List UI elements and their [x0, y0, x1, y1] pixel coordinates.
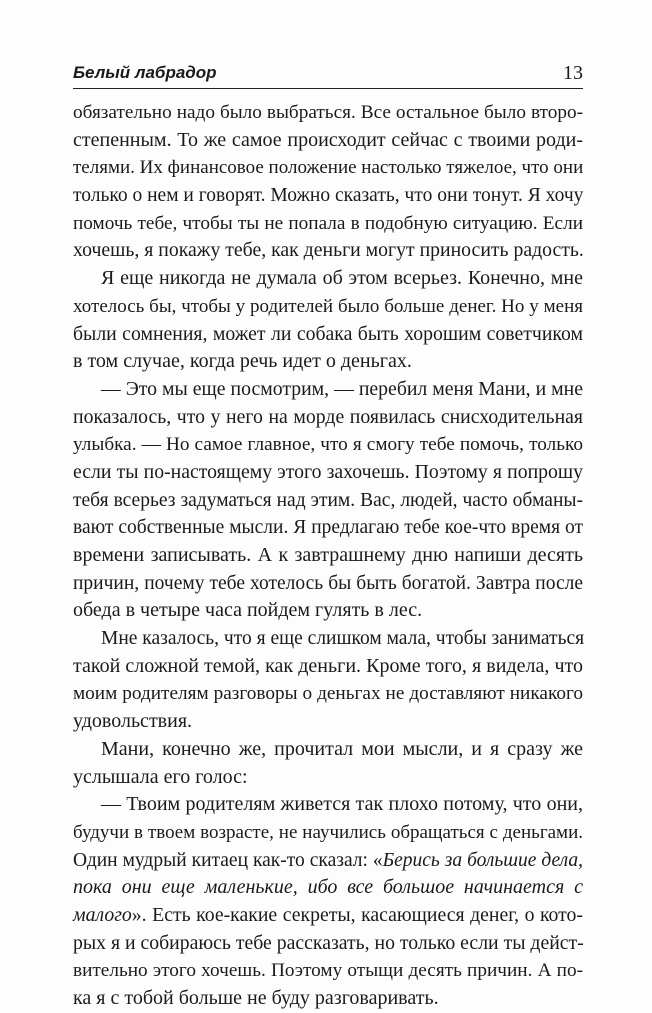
text-line: телями. Их финансовое положение настолько тяжелое, что они [73, 157, 584, 179]
text-line: ка я с тобой больше не буду разговаривать. [73, 987, 439, 1009]
text-line: показалось, что у него на морде появилась снисходительная [73, 405, 583, 428]
text-line: степенным. То же самое происходит сейчас с твоими роди- [73, 128, 583, 151]
text-line: причин, почему тебе хотелось бы быть богатой. Завтра после [73, 572, 583, 594]
text-line: моим родителям разговоры о деньгах не доставляют никакого [73, 683, 583, 705]
text-line: такой сложной темой, как деньги. Кроме того, я видела, что [73, 654, 583, 677]
quote-italic: пока они еще маленькие, ибо все большое начинается с [73, 876, 583, 899]
text-line [73, 874, 583, 902]
quote-italic: малого [73, 903, 132, 926]
text-line: были сомнения, может ли собака быть хорошим советчиком [73, 322, 583, 345]
text-line: времени записывать. А к завтрашнему дню напиши десять [73, 544, 583, 566]
text-line: Мани, конечно же, прочитал мои мысли, и я сразу же [101, 737, 583, 760]
body-text [73, 99, 583, 1013]
text-line: рых я и собираюсь тебе рассказать, но только если ты дейст- [73, 931, 584, 954]
text-line: если ты по-настоящему этого захочешь. Поэтому я попрошу [73, 460, 583, 483]
text-line: — Твоим родителям живется так плохо потому, что они, [101, 793, 583, 816]
text-line: только о нем и говорят. Можно сказать, что они тонут. Я хочу [73, 185, 584, 207]
text-line: Я еще никогда не думала об этом всерьез. Конечно, мне [101, 267, 583, 290]
text-line: Мне казалось, что я еще слишком мала, чтобы заниматься [101, 628, 585, 650]
text-line: — Это мы еще посмотрим, — перебил меня Мани, и мне [101, 377, 583, 400]
text-line [73, 902, 583, 930]
text-line [73, 847, 583, 875]
header-rule [73, 88, 583, 89]
running-head [73, 62, 583, 86]
text-line: услышала его голос: [73, 765, 248, 788]
text-line: обязательно надо было выбраться. Все остальное было второ- [73, 102, 583, 123]
text-line: хочешь, я покажу тебе, как деньги могут приносить радость. [73, 239, 584, 262]
text-line: будучи в твоем возрасте, не научились обращаться с деньгами. [73, 821, 583, 843]
text-run: Один мудрый китаец как-то сказал: « [73, 849, 383, 871]
text-line: вительно этого хочешь. Поэтому отыщи десять причин. А по- [73, 960, 583, 982]
page-number: 13 [563, 62, 583, 84]
text-line: тебя всерьез задуматься над этим. Вас, людей, часто обманы- [73, 489, 583, 511]
text-line: обеда в четыре часа пойдем гулять в лес. [73, 599, 423, 622]
text-line: улыбка. — Но самое главное, что я смогу тебе помочь, только [73, 434, 583, 456]
quote-italic: Берись за большие дела, [382, 849, 583, 871]
text-line: хотелось бы, чтобы у родителей было больше денег. Но у меня [73, 295, 583, 317]
text-line: в том случае, когда речь идет о деньгах. [73, 350, 412, 373]
text-line: помочь тебе, чтобы ты не попала в подобную ситуацию. Если [73, 212, 583, 234]
text-line: удовольствия. [73, 710, 193, 733]
text-line: вают собственные мысли. Я предлагаю тебе кое-что время от [73, 517, 583, 539]
book-title: Белый лабрадор [73, 63, 217, 82]
text-run: ». Есть кое-какие секреты, касающиеся денег, о кото- [131, 903, 583, 926]
